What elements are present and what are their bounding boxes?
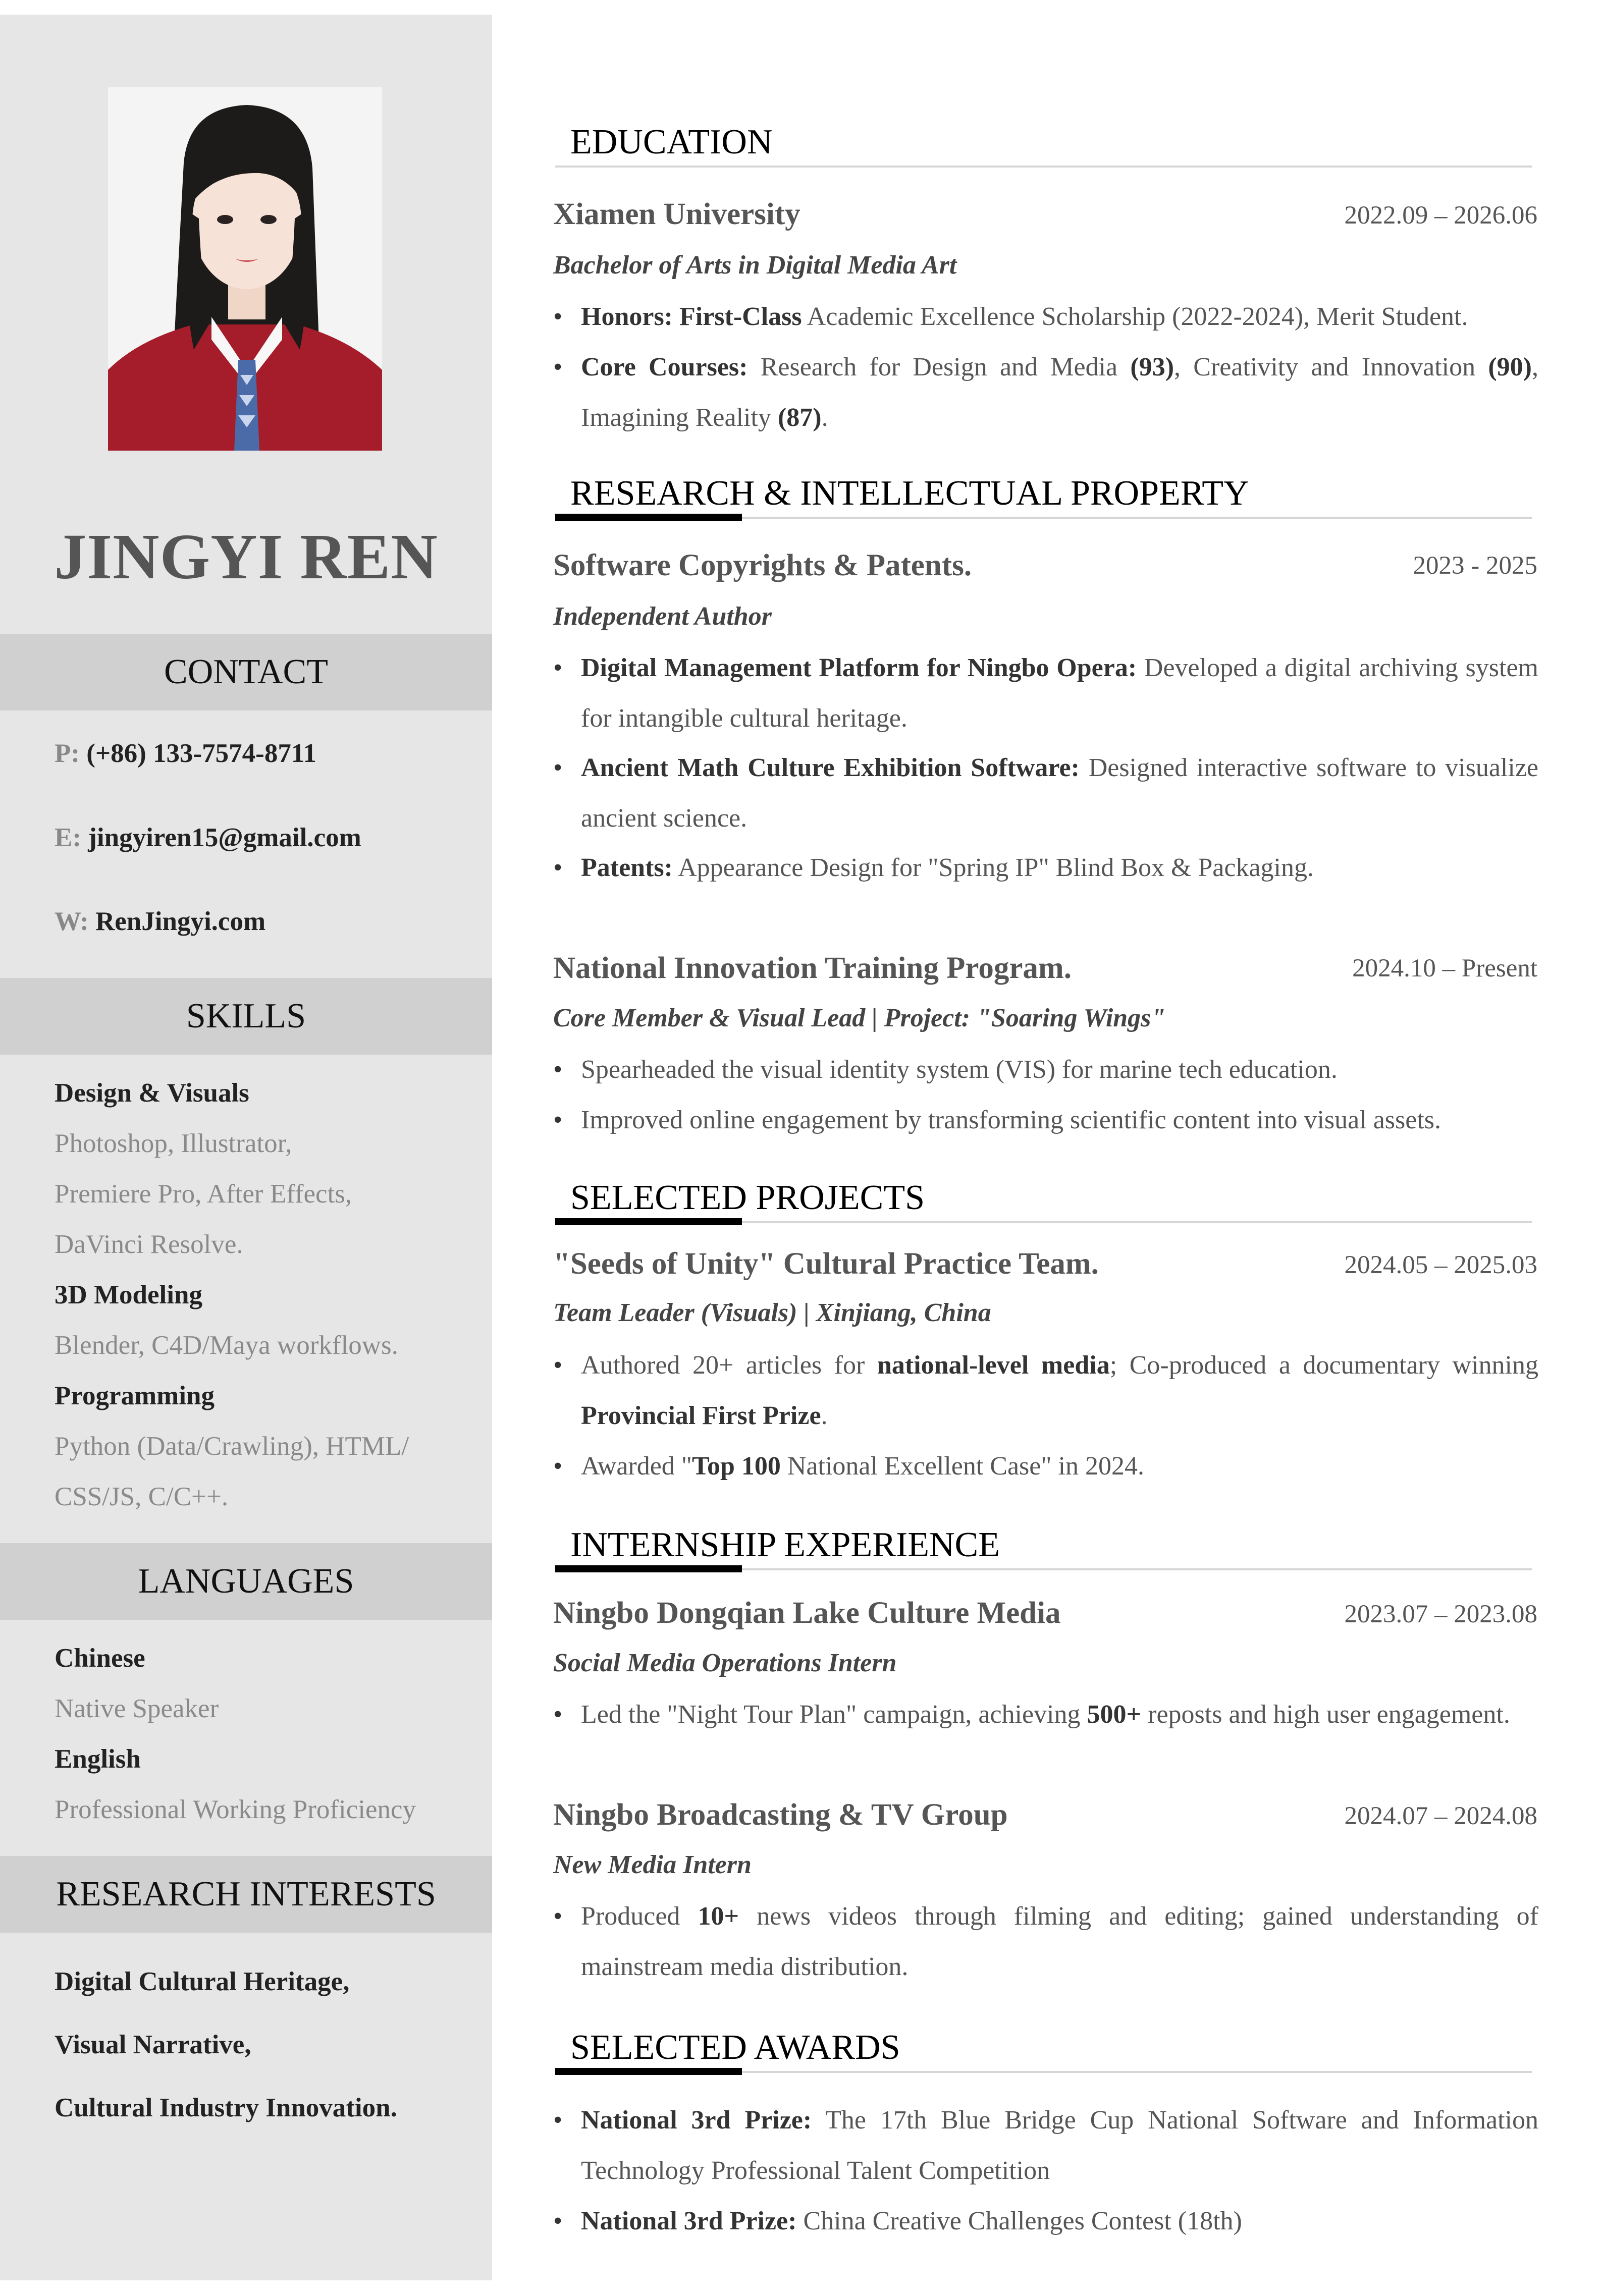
bullet-label: Patents: <box>581 853 673 882</box>
bullet-emphasis: national-level media <box>877 1351 1110 1380</box>
course-score: (90) <box>1488 353 1532 381</box>
language-level: Native Speaker <box>55 1694 219 1723</box>
awards-section-heading <box>555 2028 1532 2083</box>
section-divider <box>555 166 1532 168</box>
research-interest-item: Visual Narrative, <box>55 2030 251 2059</box>
contact-web <box>55 896 265 947</box>
bullet-emphasis: Top 100 <box>692 1452 781 1481</box>
skills-heading: SKILLS <box>0 978 492 1055</box>
honors-text: Academic Excellence Scholarship (2022-2024), Merit Student. <box>802 302 1468 331</box>
skill-line: CSS/JS, C/C++. <box>55 1482 229 1511</box>
projects-section-heading <box>555 1178 1532 1233</box>
language-name: English <box>55 1744 141 1774</box>
bullet-icon: • <box>553 1106 563 1134</box>
bullet-emphasis: 500+ <box>1087 1700 1142 1729</box>
internship-bullet <box>553 1891 1538 1992</box>
languages-heading: LANGUAGES <box>0 1543 492 1620</box>
section-accent-bar <box>555 514 742 521</box>
projects-title: SELECTED PROJECTS <box>570 1178 925 1217</box>
research-entry-role: Core Member & Visual Lead | Project: "Soaring Wings" <box>553 1004 1166 1032</box>
section-accent-bar <box>555 1218 742 1225</box>
bullet-label: Ancient Math Culture Exhibition Software: <box>581 753 1080 782</box>
bullet-text: ; Co-produced a documentary winning <box>1109 1351 1539 1380</box>
bullet-icon: • <box>553 1452 563 1481</box>
candidate-name: JINGYI REN <box>54 521 438 592</box>
internship-title: INTERNSHIP EXPERIENCE <box>570 1525 1000 1564</box>
skill-group-title: Programming <box>55 1381 215 1410</box>
project-date: 2024.05 – 2025.03 <box>1344 1251 1537 1279</box>
bullet-icon: • <box>553 1700 563 1729</box>
bullet-text: news videos through filming and editing; gained understanding of mainstream media distribution. <box>581 1902 1538 1981</box>
internship-section-heading <box>555 1525 1532 1580</box>
course-text: . <box>821 403 828 432</box>
award-text: The 17th Blue Bridge Cup National Software and Information Technology Professional Talent Competition <box>581 2106 1538 2185</box>
bullet-text: Spearheaded the visual identity system (VIS) for marine tech education. <box>581 1055 1338 1084</box>
award-label: National 3rd Prize: <box>581 2106 812 2135</box>
awards-title: SELECTED AWARDS <box>570 2028 900 2067</box>
skill-line: Premiere Pro, After Effects, <box>55 1179 352 1209</box>
internship-date: 2024.07 – 2024.08 <box>1344 1802 1537 1830</box>
education-title: EDUCATION <box>570 123 773 161</box>
course-score: (93) <box>1130 353 1174 381</box>
web-label: W: <box>55 907 89 936</box>
bullet-text: Developed a digital archiving system for intangible cultural heritage. <box>581 653 1538 733</box>
education-courses-bullet <box>553 342 1538 443</box>
education-date: 2022.09 – 2026.06 <box>1344 201 1537 230</box>
phone-value: (+86) 133-7574-8711 <box>86 739 316 768</box>
project-bullet <box>553 1340 1538 1441</box>
research-bullet <box>553 843 1538 893</box>
course-text: , Imagining Reality <box>581 353 1538 432</box>
research-interest-item: Digital Cultural Heritage, <box>55 1967 350 1996</box>
project-bullet <box>553 1441 1538 1492</box>
internship-role: Social Media Operations Intern <box>553 1649 897 1677</box>
bullet-text: Designed interactive software to visualize ancient science. <box>581 753 1538 833</box>
honors-label: Honors: First-Class <box>581 302 802 331</box>
research-interest-item: Cultural Industry Innovation. <box>55 2093 397 2122</box>
email-label: E: <box>55 823 81 852</box>
project-role: Team Leader (Visuals) | Xinjiang, China <box>553 1298 991 1327</box>
internship-bullet <box>553 1689 1538 1740</box>
award-bullet <box>553 2095 1538 2196</box>
research-interests-heading: RESEARCH INTERESTS <box>0 1856 492 1933</box>
internship-date: 2023.07 – 2023.08 <box>1344 1600 1537 1628</box>
internship-role: New Media Intern <box>553 1850 752 1879</box>
research-entry-title: Software Copyrights & Patents. <box>553 549 972 582</box>
education-degree: Bachelor of Arts in Digital Media Art <box>553 251 957 280</box>
project-title: "Seeds of Unity" Cultural Practice Team. <box>553 1247 1099 1281</box>
bullet-text: . <box>821 1401 828 1430</box>
research-entry-date: 2024.10 – Present <box>1352 954 1537 982</box>
bullet-text: Appearance Design for "Spring IP" Blind Box & Packaging. <box>672 853 1314 882</box>
research-entry-date: 2023 - 2025 <box>1413 552 1537 580</box>
skill-group-title: Design & Visuals <box>55 1078 249 1108</box>
skill-line: Blender, C4D/Maya workflows. <box>55 1331 398 1360</box>
course-text: Research for Design and Media <box>747 353 1131 381</box>
research-title: RESEARCH & INTELLECTUAL PROPERTY <box>570 474 1249 513</box>
award-bullet <box>553 2196 1538 2247</box>
language-name: Chinese <box>55 1644 145 1673</box>
section-accent-bar <box>555 2068 742 2075</box>
section-accent-bar <box>555 1565 742 1572</box>
bullet-icon: • <box>553 1351 563 1380</box>
bullet-text: reposts and high user engagement. <box>1141 1700 1510 1729</box>
bullet-icon: • <box>553 2207 563 2235</box>
skill-line: Photoshop, Illustrator, <box>55 1129 292 1158</box>
research-section-heading <box>555 473 1532 529</box>
phone-label: P: <box>55 739 80 768</box>
bullet-icon: • <box>553 302 563 331</box>
skill-line: DaVinci Resolve. <box>55 1230 243 1259</box>
internship-company: Ningbo Broadcasting & TV Group <box>553 1798 1008 1832</box>
bullet-icon: • <box>553 853 563 882</box>
courses-label: Core Courses: <box>581 353 748 381</box>
profile-photo <box>108 87 382 451</box>
education-school: Xiamen University <box>553 197 800 231</box>
education-section-heading <box>555 122 1532 178</box>
research-entry-title: National Innovation Training Program. <box>553 951 1072 985</box>
course-score: (87) <box>777 403 822 432</box>
bullet-icon: • <box>553 753 563 782</box>
bullet-icon: • <box>553 353 563 381</box>
internship-company: Ningbo Dongqian Lake Culture Media <box>553 1596 1061 1630</box>
award-label: National 3rd Prize: <box>581 2207 797 2235</box>
bullet-icon: • <box>553 653 563 682</box>
bullet-text: Authored 20+ articles for <box>581 1351 877 1380</box>
bullet-label: Digital Management Platform for Ningbo Opera: <box>581 653 1137 682</box>
bullet-text: Improved online engagement by transforming scientific content into visual assets. <box>581 1106 1441 1134</box>
research-bullet <box>553 743 1538 844</box>
email-value: jingyiren15@gmail.com <box>88 823 361 852</box>
course-text: , Creativity and Innovation <box>1174 353 1488 381</box>
research-bullet <box>553 643 1538 744</box>
bullet-icon: • <box>553 2106 563 2135</box>
languages-list <box>55 1633 416 1835</box>
bullet-icon: • <box>553 1055 563 1084</box>
bullet-emphasis: Provincial First Prize <box>581 1401 821 1430</box>
bullet-text: Led the "Night Tour Plan" campaign, achieving <box>581 1700 1087 1729</box>
web-value: RenJingyi.com <box>95 907 266 936</box>
bullet-text: Awarded " <box>581 1452 692 1481</box>
skills-list <box>55 1068 409 1522</box>
research-entry-role: Independent Author <box>553 602 772 631</box>
research-bullet <box>553 1095 1538 1145</box>
research-bullet <box>553 1045 1538 1095</box>
award-text: China Creative Challenges Contest (18th) <box>796 2207 1242 2235</box>
language-level: Professional Working Proficiency <box>55 1795 416 1824</box>
contact-heading: CONTACT <box>0 634 492 710</box>
research-interests-list <box>55 1950 397 2140</box>
bullet-text: Produced <box>581 1902 698 1931</box>
bullet-text: National Excellent Case" in 2024. <box>780 1452 1145 1481</box>
skill-group-title: 3D Modeling <box>55 1280 202 1309</box>
contact-email <box>55 812 361 863</box>
bullet-icon: • <box>553 1902 563 1931</box>
skill-line: Python (Data/Crawling), HTML/ <box>55 1432 409 1461</box>
contact-phone <box>55 728 316 779</box>
bullet-emphasis: 10+ <box>698 1902 739 1931</box>
education-honors-bullet <box>553 292 1538 342</box>
